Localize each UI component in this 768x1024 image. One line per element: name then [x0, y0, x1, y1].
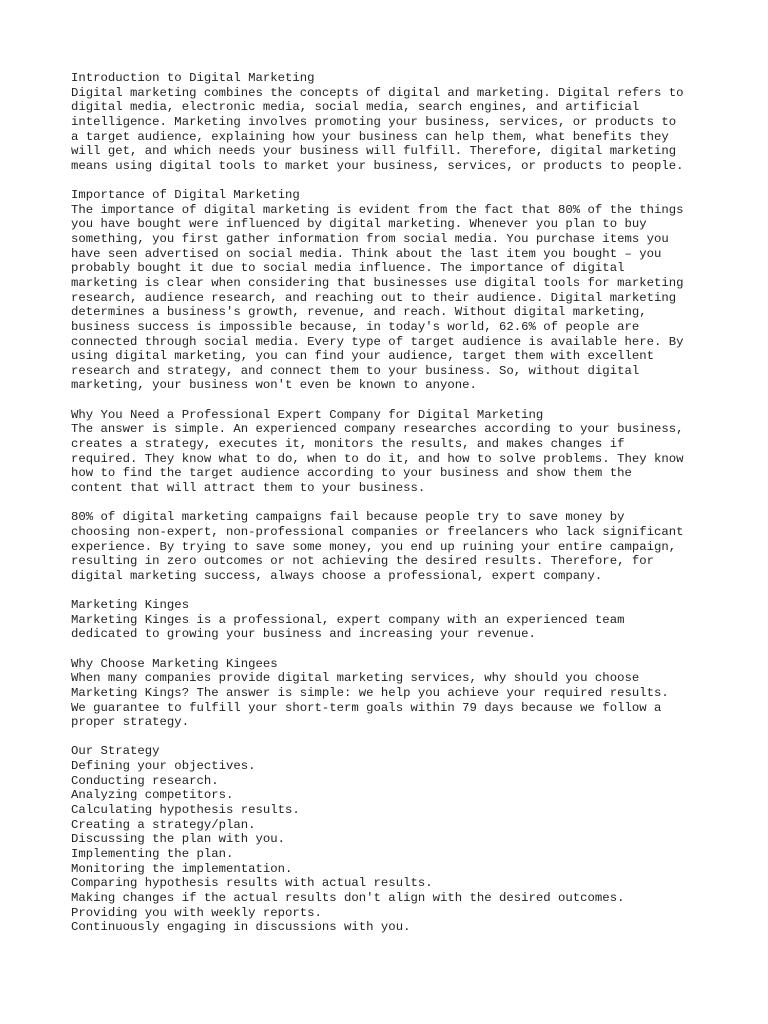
- text-line: choosing non-expert, non-professional companies or freelancers who lack significant: [71, 524, 684, 539]
- text-line: Digital marketing combines the concepts of digital and marketing. Digital refers to: [71, 85, 684, 100]
- text-line: you have bought were influenced by digital marketing. Whenever you plan to buy: [71, 217, 647, 232]
- text-line: Marketing Kinges is a professional, expert company with an experienced team: [71, 612, 625, 627]
- text-line: Creating a strategy/plan.: [71, 817, 256, 832]
- professional-company-section: [71, 408, 708, 496]
- text-line: Comparing hypothesis results with actual results.: [71, 876, 433, 891]
- text-line: intelligence. Marketing involves promoting your business, services, or products to: [71, 114, 677, 129]
- section-heading: Introduction to Digital Marketing: [71, 71, 315, 85]
- text-line: Implementing the plan.: [71, 846, 234, 861]
- text-line: digital marketing success, always choose a professional, expert company.: [71, 568, 603, 583]
- text-line: Conducting research.: [71, 773, 219, 788]
- text-line: have seen advertised on social media. Think about the last item you bought – you: [71, 246, 662, 261]
- text-line: Defining your objectives.: [71, 759, 256, 774]
- text-line: will get, and which needs your business will fulfill. Therefore, digital marketing: [71, 144, 677, 159]
- text-line: We guarantee to fulfill your short-term goals within 79 days because we follow a: [71, 700, 662, 715]
- text-line: digital media, electronic media, social media, search engines, and artificial: [71, 100, 640, 115]
- text-line: something, you first gather information from social media. You purchase items you: [71, 232, 669, 247]
- text-line: Analyzing competitors.: [71, 788, 234, 803]
- text-line: content that will attract them to your business.: [71, 480, 426, 495]
- text-line: using digital marketing, you can find your audience, target them with excellent: [71, 349, 654, 364]
- text-line: When many companies provide digital marketing services, why should you choose: [71, 671, 640, 686]
- text-line: resulting in zero outcomes or not achieving the desired results. Therefore, for: [71, 554, 654, 569]
- section-heading: Our Strategy: [71, 744, 160, 759]
- importance-section: [71, 188, 708, 393]
- our-strategy-section: [71, 744, 708, 934]
- text-line: business success is impossible because, in today's world, 62.6% of people are: [71, 319, 640, 334]
- text-line: a target audience, explaining how your business can help them, what benefits they: [71, 129, 669, 144]
- text-line: research, audience research, and reaching out to their audience. Digital marketing: [71, 290, 677, 305]
- text-line: Continuously engaging in discussions with you.: [71, 920, 411, 935]
- text-line: The importance of digital marketing is evident from the fact that 80% of the things: [71, 202, 684, 217]
- text-line: 80% of digital marketing campaigns fail because people try to save money by: [71, 510, 625, 525]
- text-line: research and strategy, and connect them to your business. So, without digital: [71, 363, 640, 378]
- marketing-kinges-section: [71, 598, 708, 642]
- section-heading: Why You Need a Professional Expert Company for Digital Marketing: [71, 407, 544, 422]
- document-body: [71, 71, 708, 935]
- text-line: marketing, your business won't even be known to anyone.: [71, 378, 477, 393]
- text-line: connected through social media. Every type of target audience is available here. By: [71, 334, 684, 349]
- text-line: probably bought it due to social media influence. The importance of digital: [71, 261, 625, 276]
- text-line: how to find the target audience according to your business and show them the: [71, 466, 632, 481]
- text-line: creates a strategy, executes it, monitors the results, and makes changes if: [71, 437, 625, 452]
- text-line: The answer is simple. An experienced company researches according to your business,: [71, 422, 684, 437]
- text-line: means using digital tools to market your business, services, or products to people.: [71, 158, 684, 173]
- section-heading: Marketing Kinges: [71, 598, 190, 613]
- text-line: dedicated to growing your business and increasing your revenue.: [71, 627, 536, 642]
- text-line: Monitoring the implementation.: [71, 861, 293, 876]
- section-heading: Importance of Digital Marketing: [71, 188, 300, 203]
- section-heading: Why Choose Marketing Kingees: [71, 656, 278, 671]
- text-line: Discussing the plan with you.: [71, 832, 286, 847]
- text-line: Providing you with weekly reports.: [71, 905, 322, 920]
- campaign-failure-section: [71, 510, 708, 583]
- text-line: determines a business's growth, revenue, and reach. Without digital marketing,: [71, 305, 647, 320]
- text-line: marketing is clear when considering that businesses use digital tools for marketing: [71, 275, 684, 290]
- text-line: Calculating hypothesis results.: [71, 803, 300, 818]
- text-line: Marketing Kings? The answer is simple: we help you achieve your required results.: [71, 685, 669, 700]
- why-choose-section: [71, 657, 708, 730]
- text-line: experience. By trying to save some money, you end up ruining your entire campaign,: [71, 539, 677, 554]
- text-line: Making changes if the actual results don't align with the desired outcomes.: [71, 890, 625, 905]
- intro-section: [71, 71, 708, 173]
- text-line: required. They know what to do, when to do it, and how to solve problems. They know: [71, 451, 684, 466]
- text-line: proper strategy.: [71, 715, 190, 730]
